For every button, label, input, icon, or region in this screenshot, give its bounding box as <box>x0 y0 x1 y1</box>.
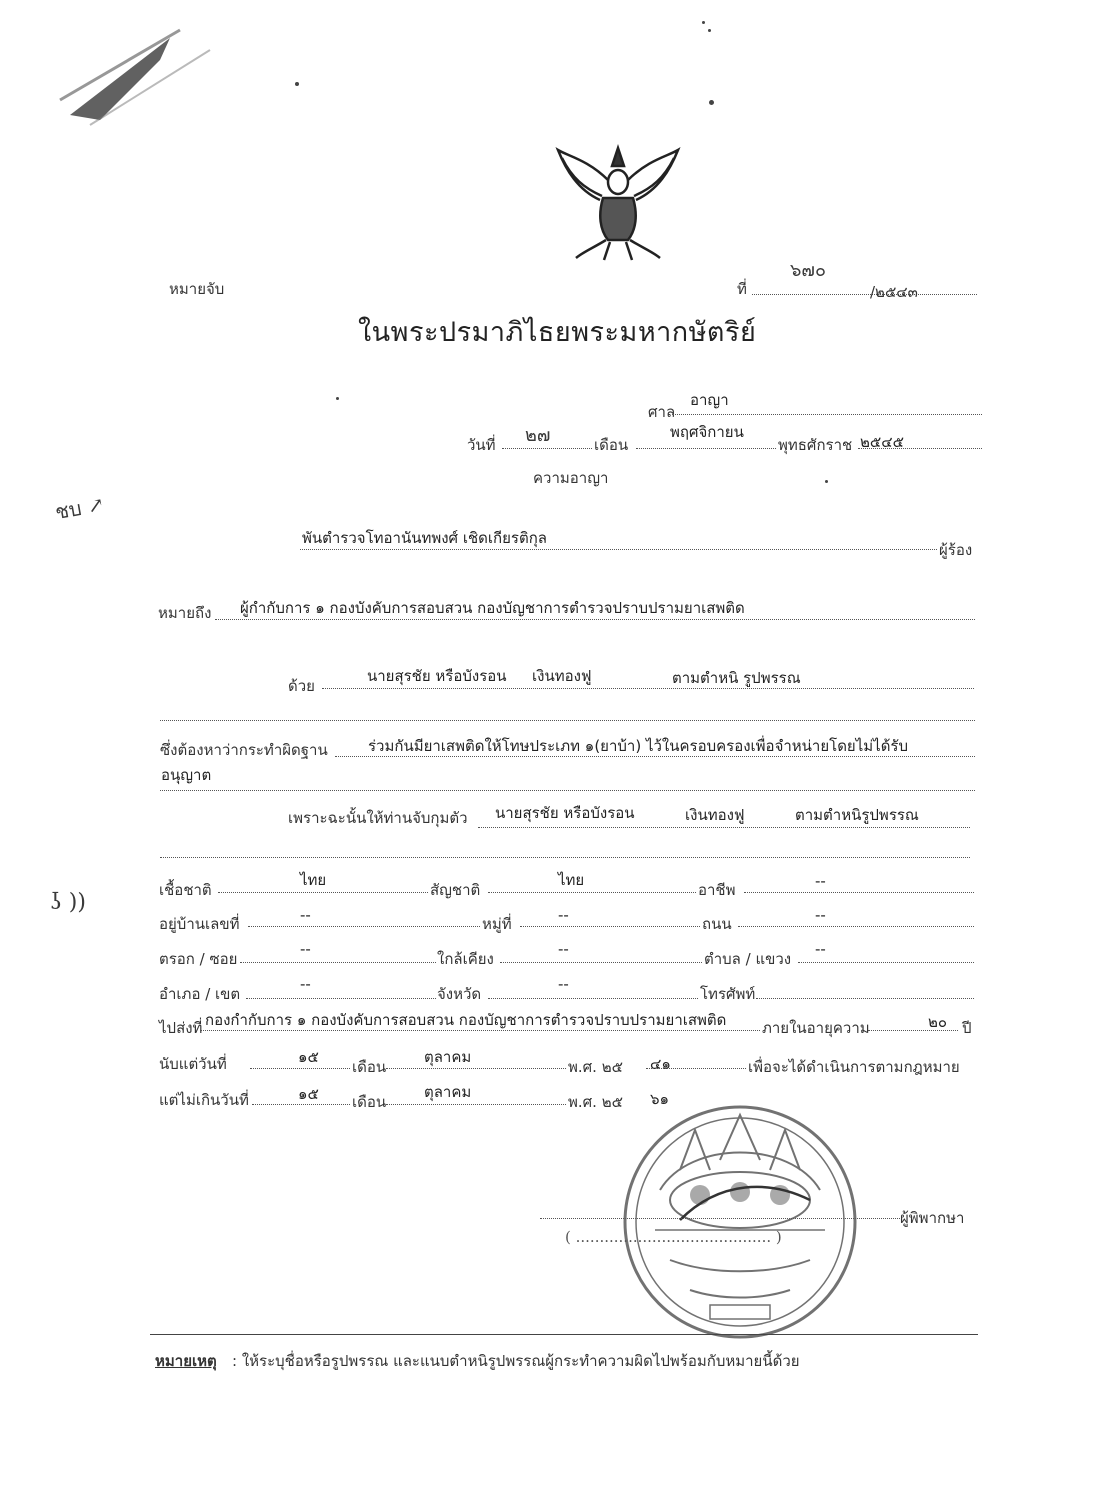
number-value: ๖๗๐ <box>790 260 826 281</box>
from-label: นับแต่วันที่ <box>159 1055 227 1073</box>
judge-label: ผู้พิพากษา <box>900 1209 965 1227</box>
soi-value: -- <box>300 940 311 958</box>
note-text: : ให้ระบุชื่อหรือรูปพรรณ และแนบตำหนิรูปพรรณผู้กระทำความผิดไปพร้อมกับหมายนี้ด้วย <box>232 1352 800 1370</box>
road-label: ถนน <box>702 915 732 933</box>
number-year: /๒๕๔๓ <box>870 283 918 301</box>
court-value: อาญา <box>690 391 729 409</box>
scan-smudge <box>40 20 240 130</box>
order-note: ตามตำหนิรูปพรรณ <box>795 806 919 824</box>
phone-label: โทรศัพท์ <box>700 985 756 1003</box>
from-day: ๑๕ <box>298 1048 319 1066</box>
amphoe-label: อำเภอ / เขต <box>159 985 241 1003</box>
court-seal-stamp <box>600 1100 880 1340</box>
charge-line2: อนุญาต <box>161 766 212 784</box>
garuda-emblem <box>548 130 688 270</box>
petitioner-name: พันตำรวจโทอานันทพงศ์ เชิดเกียรติกุล <box>302 529 547 547</box>
until-label: แต่ไม่เกินวันที่ <box>159 1091 249 1109</box>
house-label: อยู่บ้านเลขที่ <box>159 915 240 933</box>
moo-value: -- <box>558 906 569 924</box>
until-year: ๖๑ <box>650 1090 670 1108</box>
moo-label: หมู่ที่ <box>482 915 512 933</box>
court-label: ศาล <box>648 403 676 421</box>
amphoe-value: -- <box>300 975 311 993</box>
from-year-label: พ.ศ. ๒๕ <box>568 1058 623 1076</box>
road-value: -- <box>815 906 826 924</box>
month-value: พฤศจิกายน <box>670 423 744 441</box>
to-value: ผู้กำกับการ ๑ กองบังคับการสอบสวน กองบัญชาการตำรวจปราบปรามยาเสพติด <box>240 599 745 617</box>
petitioner-suffix: ผู้ร้อง <box>939 541 973 559</box>
near-label: ใกล้เคียง <box>437 950 494 968</box>
until-day: ๑๕ <box>298 1085 319 1103</box>
charge-line1: ร่วมกันมียาเสพติดให้โทษประเภท ๑(ยาบ้า) ไว้ในครอบครองเพื่อจำหน่ายโดยไม่ได้รับ <box>368 737 909 755</box>
occupation-label: อาชีพ <box>698 881 736 899</box>
order-name: นายสุรชัย หรือบังรอน <box>495 804 635 822</box>
term-value: ๒๐ <box>928 1013 948 1031</box>
month-label: เดือน <box>594 436 629 454</box>
term-unit: ปี <box>962 1019 972 1037</box>
province-value: -- <box>558 975 569 993</box>
tambon-label: ตำบล / แขวง <box>704 950 792 968</box>
from-year: ๔๑ <box>650 1055 671 1073</box>
case-type: ความอาญา <box>533 469 609 487</box>
occupation-value: -- <box>815 872 826 890</box>
nationality-value: ไทย <box>558 871 585 889</box>
order-surname: เงินทองฟู <box>685 806 745 824</box>
soi-label: ตรอก / ซอย <box>159 950 238 968</box>
from-purpose: เพื่อจะได้ดำเนินการตามกฎหมาย <box>748 1058 960 1076</box>
until-month: ตุลาคม <box>424 1083 472 1101</box>
until-month-label: เดือน <box>352 1093 387 1111</box>
order-label: เพราะฉะนั้นให้ท่านจับกุมตัว <box>288 809 468 827</box>
charge-label: ซึ่งต้องหาว่ากระทำผิดฐาน <box>160 741 328 759</box>
because-surname: เงินทองฟู <box>532 667 592 685</box>
because-name: นายสุรชัย หรือบังรอน <box>367 667 507 685</box>
race-value: ไทย <box>300 871 327 889</box>
from-month: ตุลาคม <box>424 1048 472 1066</box>
year-value: ๒๕๔๕ <box>860 433 904 451</box>
page-title: ในพระปรมาภิไธยพระมหากษัตริย์ <box>358 317 757 348</box>
doc-type: หมายจับ <box>169 280 225 298</box>
bottom-divider <box>150 1334 978 1335</box>
judge-signature: ( ......................................... ) <box>565 1228 782 1246</box>
nationality-label: สัญชาติ <box>430 881 481 899</box>
province-label: จังหวัด <box>437 985 482 1003</box>
day-label: วันที่ <box>467 436 496 454</box>
send-value: กองกำกับการ ๑ กองบังคับการสอบสวน กองบัญชาการตำรวจปราบปรามยาเสพติด <box>205 1011 727 1029</box>
day-value: ๒๗ <box>525 425 551 446</box>
number-label: ที่ <box>737 280 747 298</box>
because-label: ด้วย <box>288 677 315 695</box>
margin-note: ชบ ↗ <box>53 491 107 525</box>
to-label: หมายถึง <box>158 604 212 622</box>
near-value: -- <box>558 940 569 958</box>
tambon-value: -- <box>815 940 826 958</box>
race-label: เชื้อชาติ <box>159 881 212 899</box>
term-label: ภายในอายุความ <box>762 1019 870 1037</box>
note-label: หมายเหตุ <box>155 1352 217 1370</box>
year-label: พุทธศักราช <box>778 436 853 454</box>
margin-mark: ʖ )) <box>50 890 86 915</box>
until-year-label: พ.ศ. ๒๕ <box>568 1093 623 1111</box>
send-label: ไปส่งที่ <box>159 1019 203 1037</box>
because-note: ตามตำหนิ รูปพรรณ <box>672 669 801 687</box>
house-value: -- <box>300 906 311 924</box>
from-month-label: เดือน <box>352 1058 387 1076</box>
